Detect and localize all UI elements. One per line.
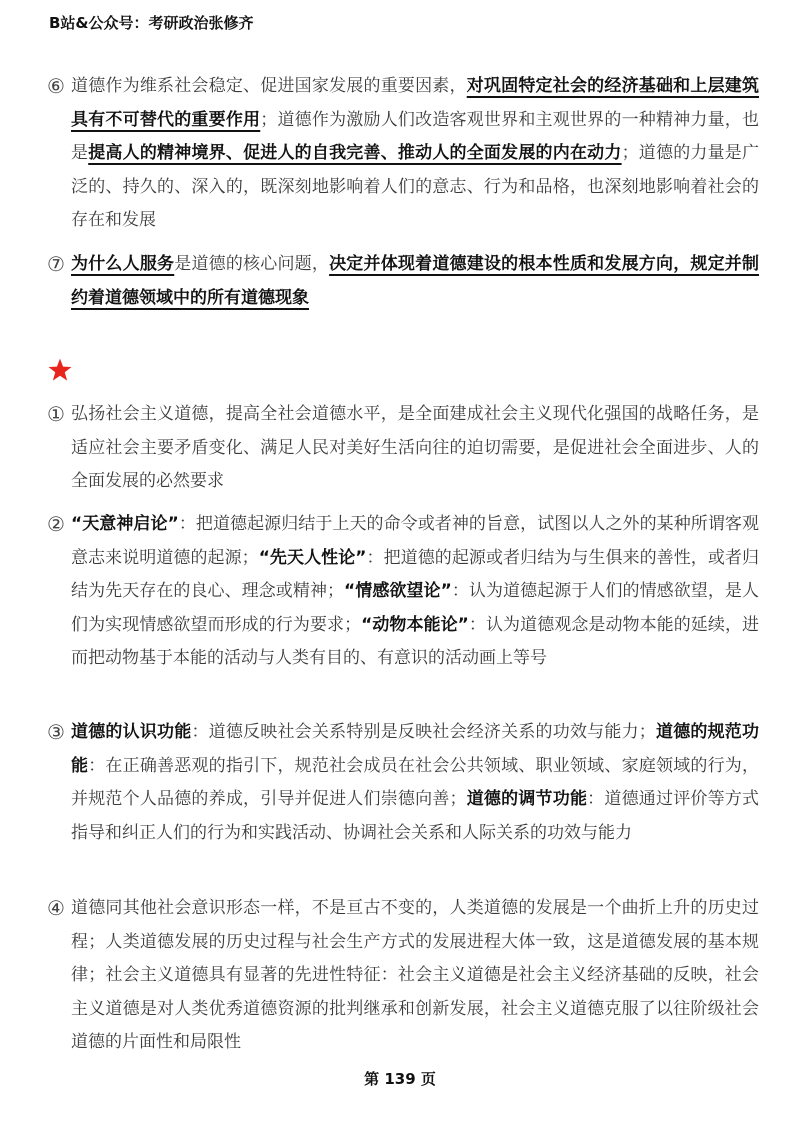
- body-text-sans: 社会主义道德是社会主义经济基础的反映，社会主义道德是对人类优秀道德资源的批判继承和创新发展，社会主义道德克服了以往阶级社会道德的片面性和局限性: [71, 965, 760, 1052]
- body-text: ；道德的力量是广泛的、持久的、深入的，既深刻地影响着人们的意志、行为和品格，也深刻地影响着社会的存在和发展: [71, 143, 760, 230]
- body-text: ：道德反映社会关系特别是反映社会经济关系的功效与能力；: [191, 722, 656, 742]
- body-text: 弘扬社会主义道德，提高全社会道德水平，: [71, 404, 398, 424]
- item-number: ⑥: [47, 74, 65, 98]
- item-number: ②: [47, 512, 65, 536]
- page-number: 第 139 页: [364, 1070, 436, 1088]
- body-text-sans: 人类道德发展的历史过程与社会生产方式的发展进程大体一致，: [105, 931, 588, 952]
- body-text: ：认为道德观念是动物本能的延续，进而把动物基于本能的活动与人类有目的、有意识的活动画上等号: [71, 614, 760, 668]
- body-text: 是道德的核心问题，: [174, 254, 330, 274]
- item-text: [71, 716, 759, 850]
- bold-term: “天意神启论”: [71, 514, 179, 534]
- star-icon: [47, 357, 73, 383]
- item-text: [71, 248, 759, 315]
- bold-term: “先天人性论”: [258, 547, 367, 568]
- bold-term: “情感欲望论”: [344, 581, 452, 601]
- body-text: ：在正确善恶观的指引下，规范社会成员在社会公共领域、职业领域、家庭领域的行为，并规范个人品德的养成，引导并促进人们崇德向善；: [71, 755, 760, 809]
- body-text: ：认为道德起源于人们的情感欲望，是人们为实现情感欲望而形成的行为要求；: [71, 581, 759, 635]
- highlighted-text: 对巩固特定社会的经济基础和上层建筑具有不可替代的重要作用: [71, 76, 760, 130]
- list-item: [47, 892, 759, 1060]
- body-text: 人类道德的发展是一个曲折上升的历史过程；: [71, 898, 760, 952]
- bold-term: 道德的调节功能: [466, 789, 588, 809]
- item-number: ①: [47, 402, 65, 426]
- item-text: [71, 892, 759, 1060]
- bold-term: “动物本能论”: [361, 614, 469, 635]
- list-item: [47, 508, 759, 676]
- body-text: ；道德作为激励人们改造客观世界和主观世界的一种精神力量，也是: [71, 109, 760, 163]
- item-number: ③: [47, 720, 65, 744]
- item-text: [71, 508, 759, 676]
- body-text-sans: 道德同其他社会意识形态一样，不是亘古不变的，: [71, 898, 450, 918]
- item-number: ④: [47, 896, 65, 920]
- list-item: [47, 716, 759, 850]
- body-text: 道德作为维系社会稳定、促进国家发展的重要因素，: [71, 76, 467, 96]
- item-text: [71, 70, 759, 238]
- bold-term: 道德的规范功能: [71, 722, 760, 776]
- body-text: ：道德通过评价等方式指导和纠正人们的行为和实践活动、协调社会关系和人际关系的功效与能力: [71, 789, 760, 843]
- highlighted-text: 为什么人服务: [71, 254, 175, 274]
- body-text: ：把道德的起源或者归结为与生俱来的善性，或者归结为先天存在的良心、理念或精神；: [71, 547, 760, 601]
- item-text: [71, 398, 759, 499]
- body-text-sans: 是全面建成社会主义现代化强国的战略任务，是适应社会主要矛盾变化、满足人民对美好生活向往的迫切需要，是促进社会全面进步、人的全面发展的必然要求: [71, 404, 760, 491]
- bold-term: 道德的认识功能: [71, 722, 192, 742]
- list-item: [47, 70, 759, 238]
- list-item: [47, 398, 759, 499]
- source-header: B站&公众号：考研政治张修齐: [49, 14, 254, 32]
- highlighted-text: 决定并体现着道德建设的根本性质和发展方向，规定并制约着道德领域中的所有道德现象: [71, 254, 760, 308]
- body-text: 这是道德发展的基本规律；社会主义道德具有显著的先进性特征：: [71, 931, 760, 985]
- body-text: ：把道德起源归结于上天的命令或者神的旨意，试图以人之外的某种所谓客观意志来说明道德的起源；: [71, 514, 759, 568]
- item-number: ⑦: [47, 252, 65, 276]
- highlighted-text: 提高人的精神境界、促进人的自我完善、推动人的全面发展的内在动力: [88, 143, 622, 163]
- list-item: [47, 248, 759, 315]
